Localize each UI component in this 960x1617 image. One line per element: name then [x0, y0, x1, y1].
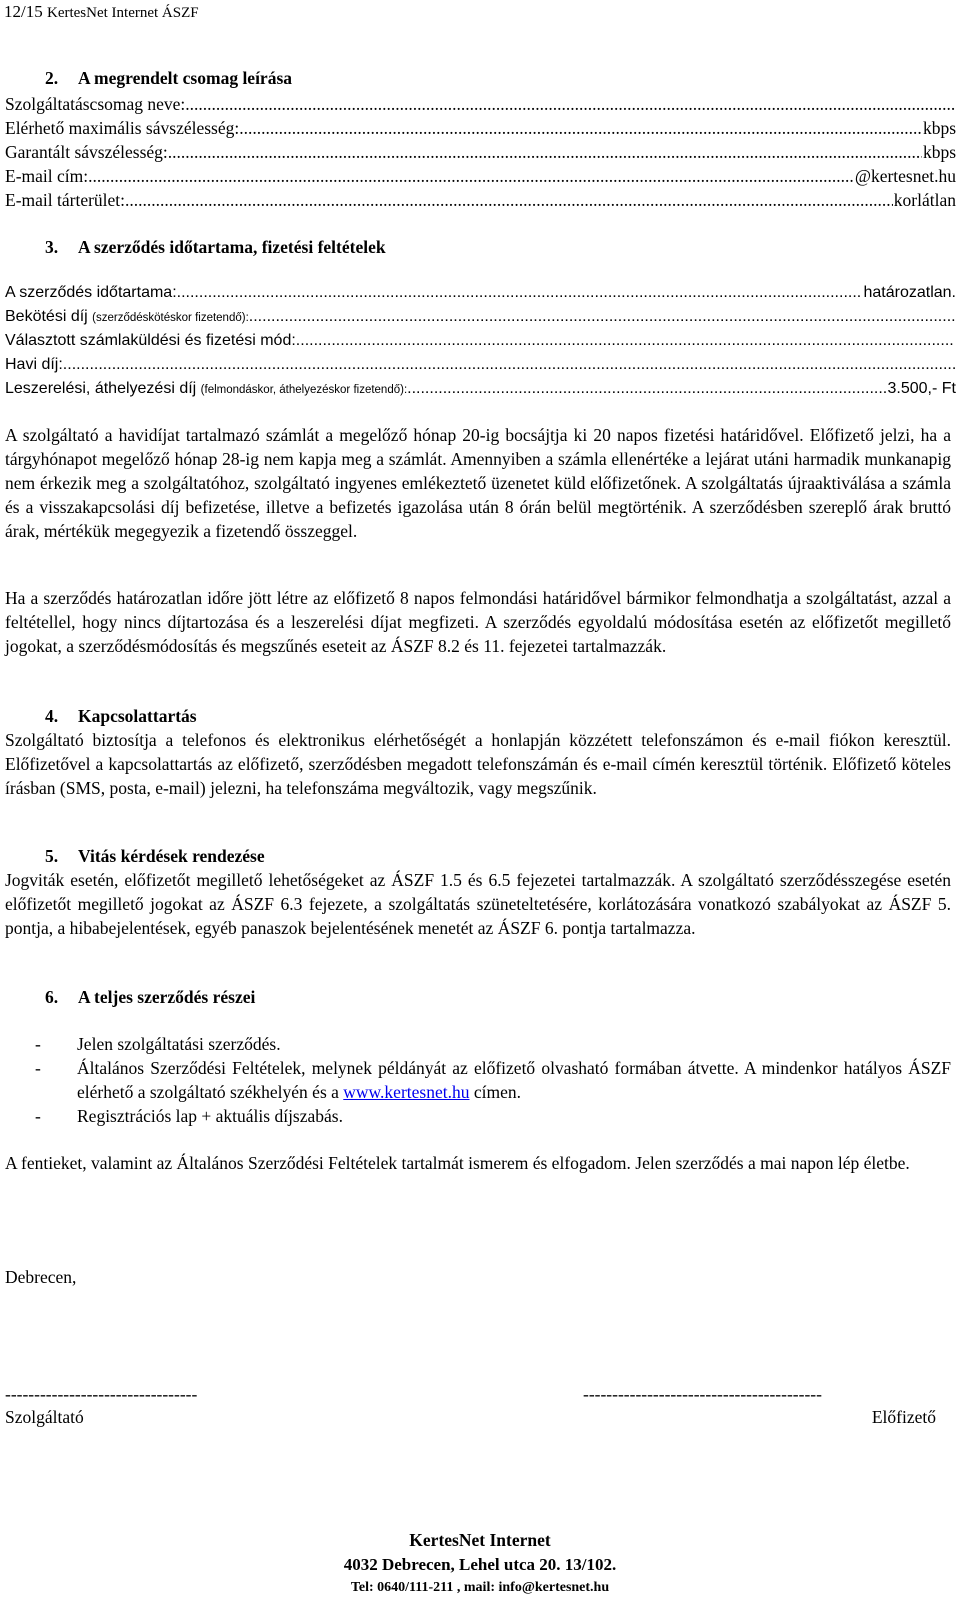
website-link[interactable]: www.kertesnet.hu: [343, 1082, 470, 1102]
field-email-storage: E-mail tárterület: ..... korlátlan: [5, 190, 956, 214]
page-header: [4, 2, 199, 22]
section-5-heading: 5. Vitás kérdések rendezése: [45, 846, 265, 866]
closing-paragraph: A fentieket, valamint az Általános Szerződési Feltételek tartalmát ismerem és elfogadom. Jelen szerződés a mai napon lép életbe.: [5, 1153, 910, 1173]
field-removal-fee: Leszerelési, áthelyezési díj (felmondáskor, áthelyezéskor fizetendő): ..... 3.500,- Ft: [5, 380, 956, 404]
list-item: - Jelen szolgáltatási szerződés.: [35, 1034, 281, 1054]
page-number: 12/15: [4, 2, 43, 21]
footer-address: 4032 Debrecen, Lehel utca 20. 13/102.: [343, 1555, 617, 1574]
field-max-bandwidth: Elérhető maximális sávszélesség: ..... kbps: [5, 118, 956, 142]
footer-company: KertesNet Internet: [409, 1530, 551, 1550]
place-text: Debrecen,: [5, 1267, 77, 1287]
field-contract-duration: A szerződés időtartama: ..... határozatlan.: [5, 284, 956, 308]
field-guaranteed-bandwidth: Garantált sávszélesség: ..... kbps: [5, 142, 956, 166]
document-title: KertesNet Internet ÁSZF: [46, 5, 199, 21]
section-6-heading: 6. A teljes szerződés részei: [45, 987, 256, 1007]
field-billing-method: Választott számlaküldési és fizetési mód: .....: [5, 332, 956, 356]
signature-line-provider: ---------------------------------: [5, 1384, 198, 1404]
footer-contact: Tel: 0640/111-211 , mail: info@kertesnet.hu: [350, 1580, 610, 1595]
termination-paragraph: Ha a szerződés határozatlan időre jött létre az előfizető 8 napos felmondási határidővel bármikor felmondhatja a szolgáltatást, azzal a feltétellel, hogy nincs díjtartozása és a leszerelési díjat megfizeti. A szerződés egyoldalú módosítása esetén az előfizetőt megillető jogokat, a szerződésmódosítás és megszűnés eseteit az ÁSZF 8.2 és 11. fejezetei tartalmazzák.: [5, 588, 951, 656]
disputes-paragraph: Jogviták esetén, előfizetőt megillető lehetőségeket az ÁSZF 1.5 és 6.5 fejezetei tartalmazzák. A szolgáltató szerződésszegése esetén előfizetőt megillető jogokat az ÁSZF 6.3 fejezete, a szolgáltatás szüneteltetésére, korlátozására vonatkozó szabályokat az ÁSZF 5. pontja, a hibabejelentések, egyéb panaszok bejelentésének menetét az ÁSZF 6. pontja tartalmazza.: [5, 870, 951, 938]
field-package-name: Szolgáltatáscsomag neve: .....: [5, 94, 956, 118]
billing-paragraph: A szolgáltató a havidíjat tartalmazó számlát a megelőző hónap 20-ig bocsájtja ki 20 napos fizetési határidővel. Előfizető jelzi, ha a tárgyhónapot megelőző hónap 28-ig nem kapja meg a számlát. Amennyiben a számla ellenértéke a lejárat utáni harmadik munkanapig nem érkezik meg a szolgáltatóhoz, szolgáltató ingyenes emlékeztető üzenetet küld előfizetőnek. A szolgáltatás újraaktiválása a számla és a visszakapcsolási díj befizetése, illetve a befizetés igazolása után 8 órán belül megtörténik. A szerződésben szereplő árak bruttó árak, mértékük megegyezik a fizetendő összeggel.: [5, 425, 951, 541]
list-item: - Regisztrációs lap + aktuális díjszabás.: [35, 1106, 343, 1126]
section-2-heading: 2. A megrendelt csomag leírása: [45, 68, 293, 88]
signature-label-subscriber: Előfizető: [871, 1407, 936, 1427]
signature-line-subscriber: -----------------------------------------: [583, 1384, 822, 1404]
signature-label-provider: Szolgáltató: [5, 1407, 84, 1427]
field-monthly-fee: Havi díj: .....: [5, 356, 956, 380]
field-installation-fee: Bekötési díj (szerződéskötéskor fizetendő): .....: [5, 308, 956, 332]
section-4-heading: 4. Kapcsolattartás: [45, 706, 197, 726]
section-3-heading: 3. A szerződés időtartama, fizetési feltételek: [45, 237, 386, 257]
list-item: - Általános Szerződési Feltételek, melynek példányát az előfizető olvasható formában átvette. A mindenkor hatályos ÁSZF elérhető a szolgáltató székhelyén és a www.kertesnet.hu címen.: [35, 1058, 951, 1102]
contact-paragraph: Szolgáltató biztosítja a telefonos és elektronikus elérhetőségét a honlapján közzétett telefonszámon és e-mail fiókon keresztül. Előfizetővel a kapcsolattartás az előfizető, szerződésben megadott telefonszámán és e-mail címén keresztül történik. Előfizető köteles írásban (SMS, posta, e-mail) jelezni, ha telefonszáma megváltozik, vagy megszűnik.: [5, 730, 951, 798]
field-email-address: E-mail cím: ..... @kertesnet.hu: [5, 166, 956, 190]
